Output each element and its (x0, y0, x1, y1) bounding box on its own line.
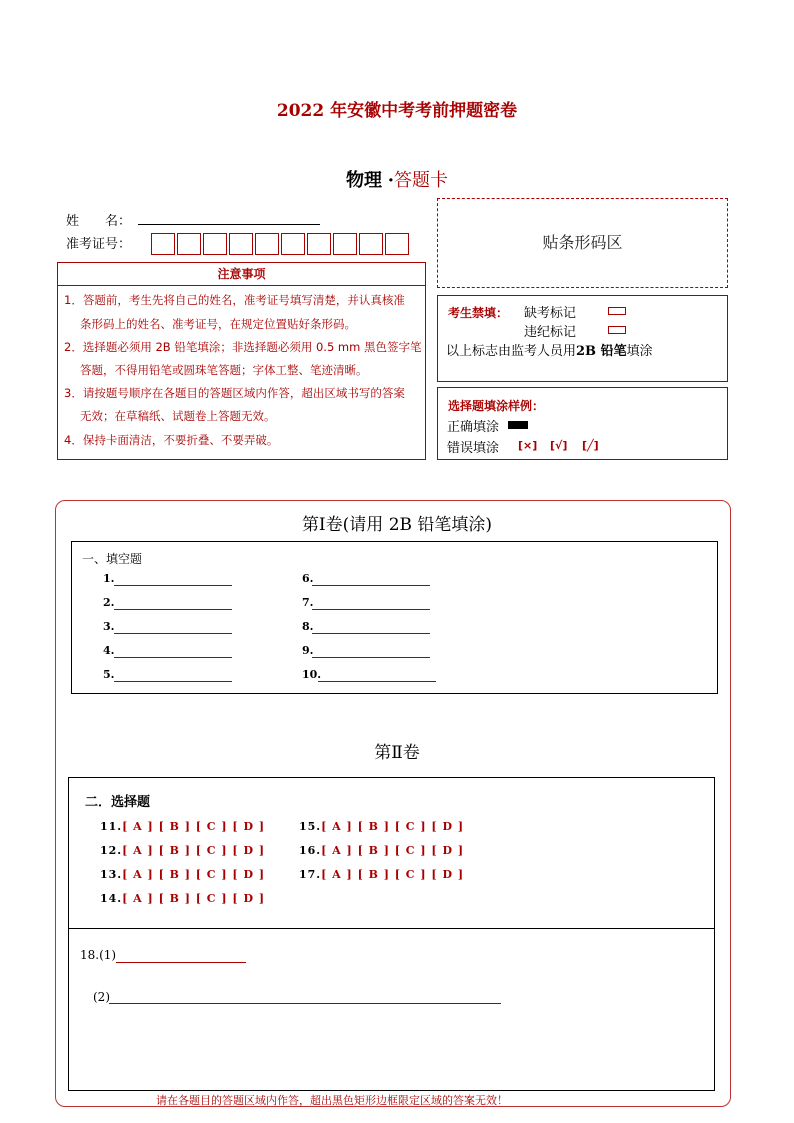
id-digit-box[interactable] (151, 233, 175, 255)
note-prefix: 以上标志由监考人员用 (446, 344, 577, 359)
q18-part1-label: 18.(1) (80, 948, 117, 962)
notice-line: 条形码上的姓名、准考证号，在规定位置贴好条形码。 (80, 317, 356, 331)
violation-mark-box[interactable] (608, 326, 626, 334)
fill-section-title: 一、填空题 (82, 552, 143, 566)
fill-number: 10. (302, 668, 322, 681)
fill-number: 6. (302, 572, 314, 585)
choice-options: [ A ] [ B ] [ C ] [ D ] (122, 820, 266, 833)
id-digit-box[interactable] (255, 233, 279, 255)
barcode-area (437, 198, 728, 288)
note-suffix: 填涂 (626, 344, 653, 359)
q18-part2-label: (2) (93, 990, 110, 1004)
subject-separator: · (387, 170, 394, 191)
correct-label: 正确填涂 (447, 420, 500, 435)
section-divider (69, 928, 714, 929)
forbidden-box (437, 295, 728, 382)
fill-blank-section (71, 541, 718, 694)
fill-number: 5. (103, 668, 115, 681)
notice-box (57, 286, 426, 460)
absent-mark-box[interactable] (608, 307, 626, 315)
id-label: 准考证号： (66, 237, 132, 252)
name-field[interactable] (138, 224, 320, 225)
id-digit-box[interactable] (359, 233, 383, 255)
barcode-label: 贴条形码区 (542, 233, 623, 252)
fill-answer-line[interactable] (114, 609, 232, 610)
fill-number: 4. (103, 644, 115, 657)
footer-warning: 请在各题目的答题区域内作答，超出黑色矩形边框限定区域的答案无效！ (156, 1094, 508, 1107)
choice-row-14[interactable] (100, 892, 265, 905)
forbidden-label: 考生禁填： (448, 306, 509, 320)
id-digit-box[interactable] (333, 233, 357, 255)
id-digit-box[interactable] (385, 233, 409, 255)
fill-answer-line[interactable] (312, 609, 430, 610)
choice-options: [ A ] [ B ] [ C ] [ D ] (122, 892, 266, 905)
choice-number: 11. (100, 820, 123, 833)
fill-answer-line[interactable] (312, 633, 430, 634)
wrong-mark-slash: [╱] (582, 439, 599, 452)
choice-number: 13. (100, 868, 123, 881)
id-digit-box[interactable] (281, 233, 305, 255)
choice-row-16[interactable] (299, 844, 464, 857)
notice-heading: 注意事项 (57, 262, 426, 286)
choice-number: 15. (299, 820, 322, 833)
choice-section (68, 777, 715, 1091)
fill-answer-line[interactable] (114, 633, 232, 634)
wrong-mark-check: [√] (550, 439, 568, 452)
id-digit-box[interactable] (307, 233, 331, 255)
notice-line: 1．答题前，考生先将自己的姓名，准考证号填写清楚，并认真核准 (64, 293, 405, 307)
card-label: 答题卡 (394, 170, 448, 191)
choice-options: [ A ] [ B ] [ C ] [ D ] (321, 820, 465, 833)
fill-answer-line[interactable] (318, 681, 436, 682)
choice-row-17[interactable] (299, 868, 464, 881)
fill-number: 3. (103, 620, 115, 633)
exam-title: 2022 年安徽中考考前押题密卷 (276, 101, 518, 121)
fill-answer-line[interactable] (312, 585, 430, 586)
notice-line: 4．保持卡面清洁，不要折叠、不要弄破。 (64, 433, 279, 447)
choice-options: [ A ] [ B ] [ C ] [ D ] (321, 868, 465, 881)
choice-options: [ A ] [ B ] [ C ] [ D ] (122, 868, 266, 881)
forbidden-note (446, 340, 653, 359)
subject-heading (0, 166, 794, 192)
sample-label: 选择题填涂样例： (448, 399, 545, 413)
choice-section-title: 二．选择题 (85, 795, 151, 810)
wrong-mark-cross: [×] (518, 439, 538, 452)
choice-row-15[interactable] (299, 820, 464, 833)
name-label: 姓 名： (66, 214, 132, 229)
choice-number: 12. (100, 844, 123, 857)
q18-part2-line[interactable] (109, 1003, 501, 1004)
absent-label: 缺考标记 (524, 306, 577, 321)
fill-number: 8. (302, 620, 314, 633)
choice-row-12[interactable] (100, 844, 265, 857)
choice-row-13[interactable] (100, 868, 265, 881)
part2-title: 第Ⅱ卷 (374, 743, 420, 763)
notice-line: 3．请按题号顺序在各题目的答题区域内作答，超出区域书写的答案 (64, 386, 405, 400)
subject-name: 物理 (345, 170, 382, 191)
id-digit-box[interactable] (229, 233, 253, 255)
fill-answer-line[interactable] (312, 657, 430, 658)
fill-number: 2. (103, 596, 115, 609)
fill-answer-line[interactable] (114, 681, 232, 682)
wrong-label: 错误填涂 (447, 441, 500, 456)
choice-number: 14. (100, 892, 123, 905)
notice-line: 2．选择题必须用 2B 铅笔填涂；非选择题必须用 0.5 mm 黑色签字笔 (64, 340, 422, 354)
fill-answer-line[interactable] (114, 585, 232, 586)
id-digit-box[interactable] (177, 233, 201, 255)
fill-answer-line[interactable] (114, 657, 232, 658)
q18-part1-line[interactable] (116, 962, 246, 963)
notice-line: 答题，不得用铅笔或圆珠笔答题；字体工整、笔迹清晰。 (80, 363, 368, 377)
notice-line: 无效；在草稿纸、试题卷上答题无效。 (80, 409, 276, 423)
id-digit-box[interactable] (203, 233, 227, 255)
sample-box (437, 387, 728, 460)
note-bold: 2B 铅笔 (576, 344, 627, 359)
choice-number: 16. (299, 844, 322, 857)
part1-title: 第Ⅰ卷(请用 2B 铅笔填涂) (301, 515, 493, 535)
choice-number: 17. (299, 868, 322, 881)
fill-number: 9. (302, 644, 314, 657)
choice-options: [ A ] [ B ] [ C ] [ D ] (122, 844, 266, 857)
choice-row-11[interactable] (100, 820, 265, 833)
fill-number: 7. (302, 596, 314, 609)
choice-options: [ A ] [ B ] [ C ] [ D ] (321, 844, 465, 857)
correct-fill-sample (508, 421, 528, 429)
fill-number: 1. (103, 572, 115, 585)
violation-label: 违纪标记 (524, 325, 577, 340)
